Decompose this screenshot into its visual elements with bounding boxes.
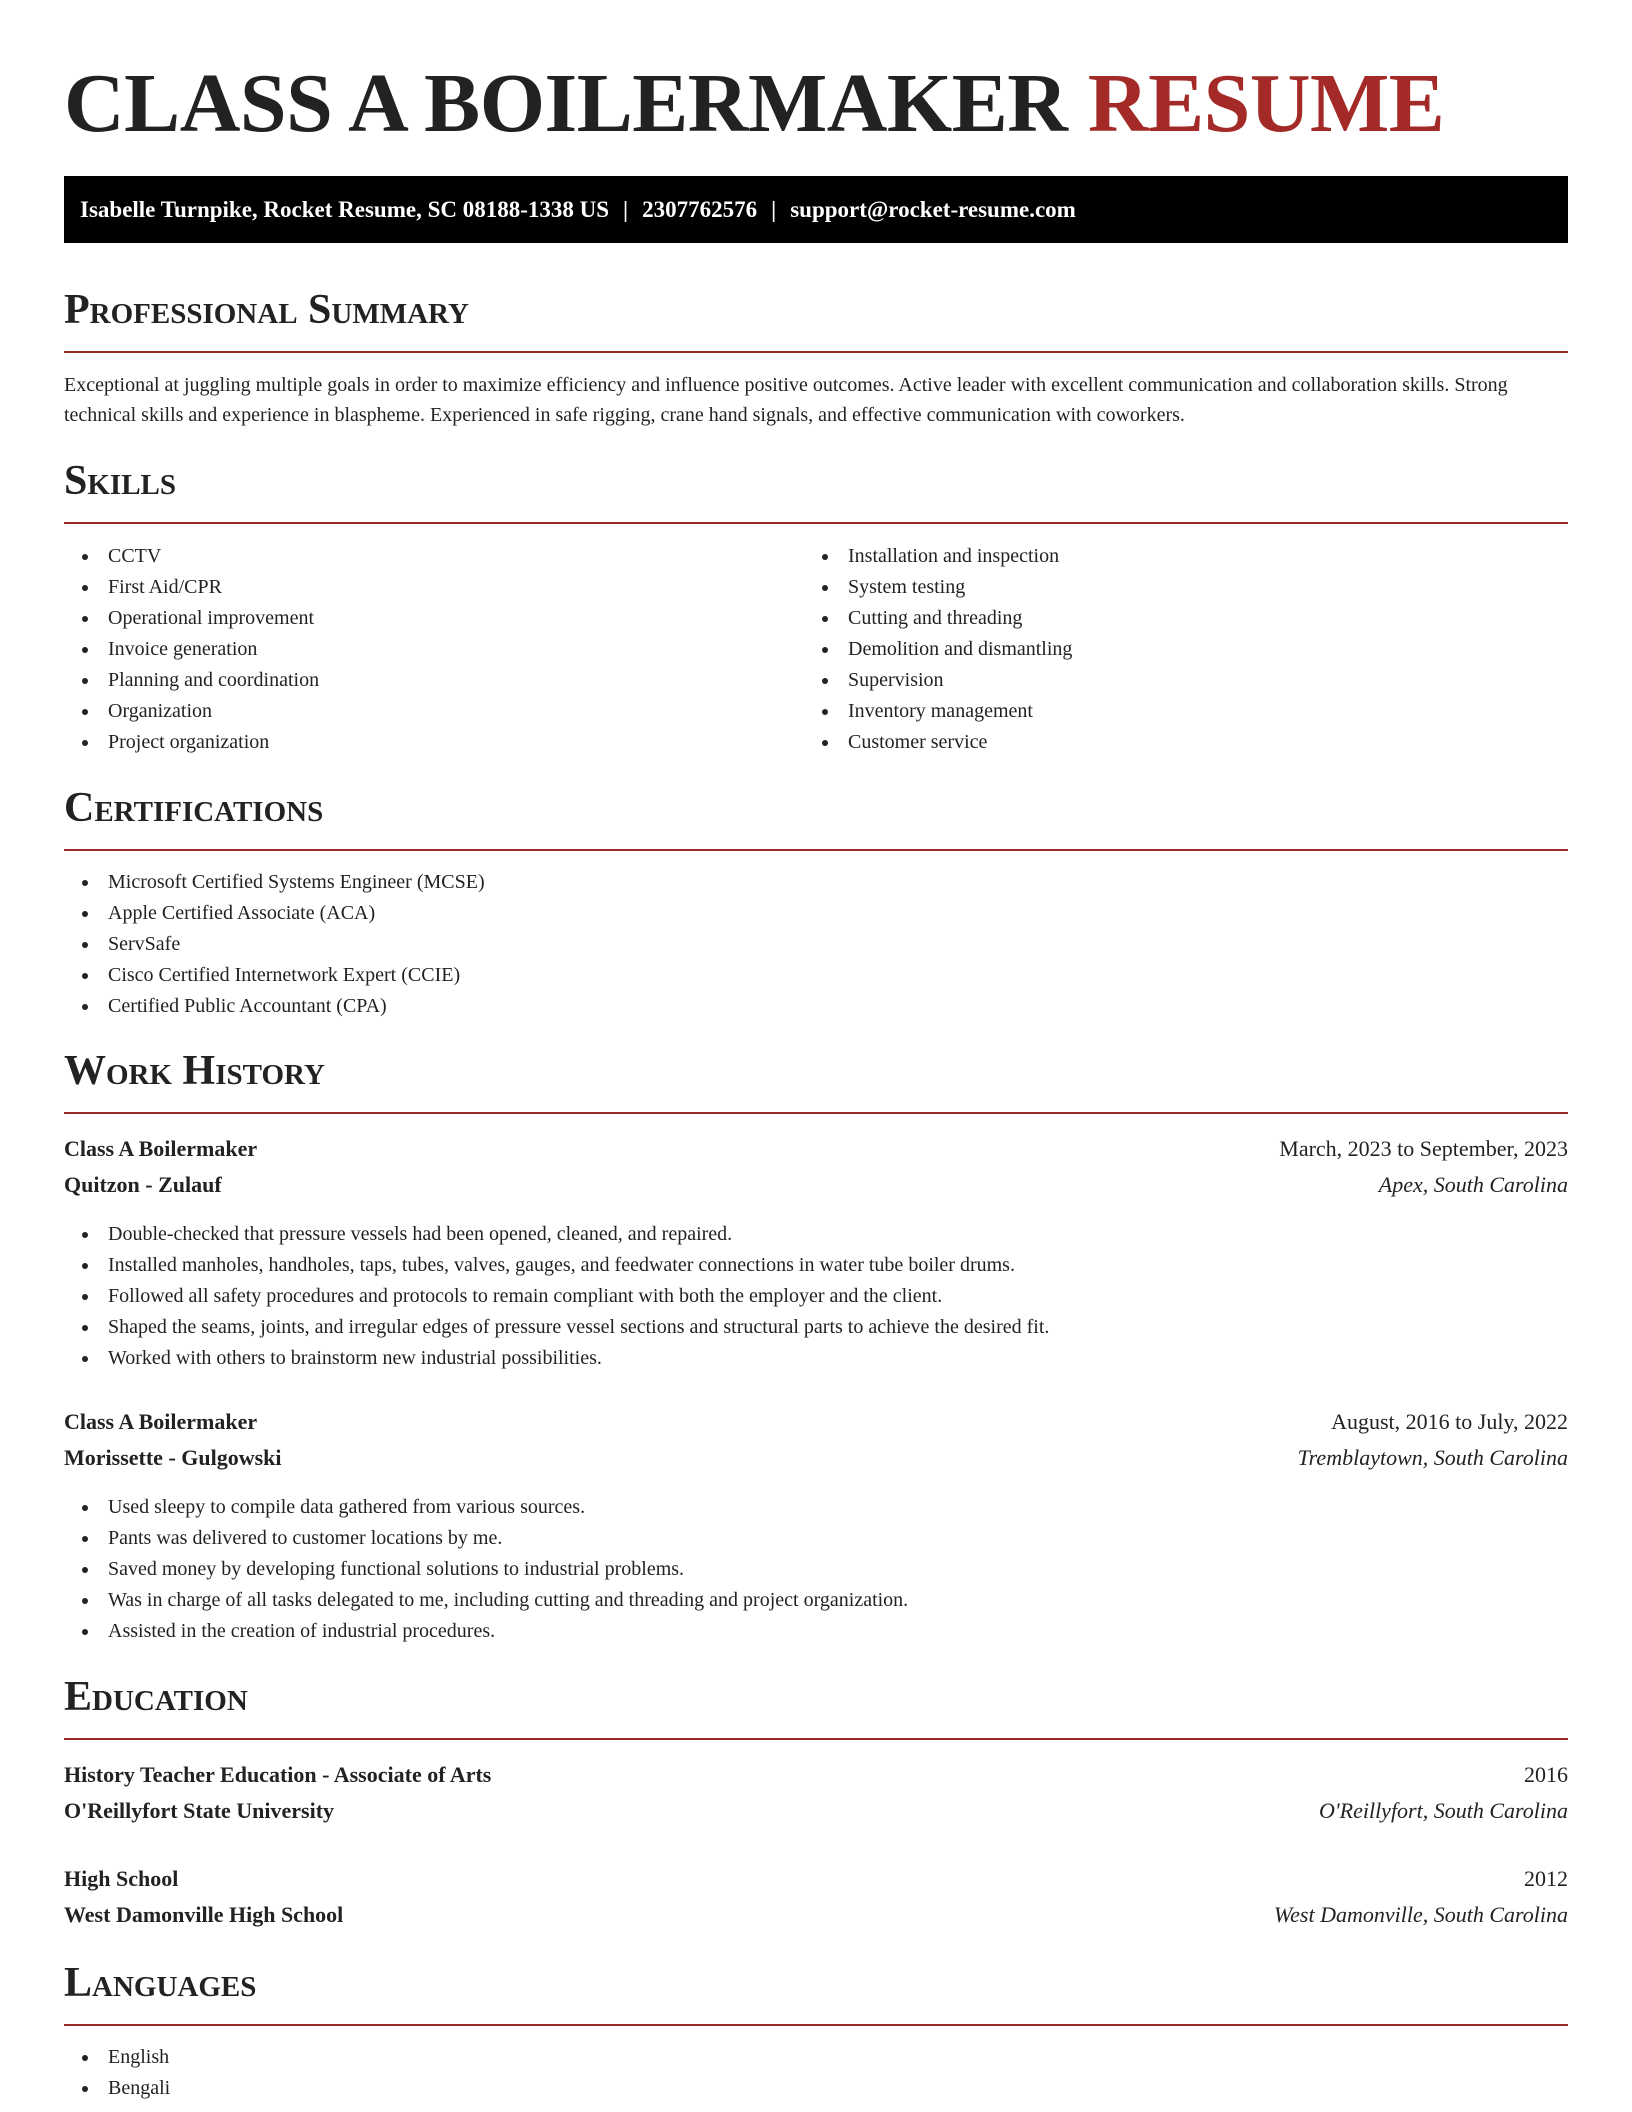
education-school: West Damonville High School [64, 1902, 344, 1927]
section-divider [64, 849, 1568, 851]
certification-item: Microsoft Certified Systems Engineer (MCSE) [64, 867, 485, 898]
section-heading-summary: Professional Summary [64, 287, 469, 333]
job-duties-list [64, 1219, 1049, 1374]
skill-item: First Aid/CPR [64, 572, 319, 603]
section-divider [64, 1112, 1568, 1114]
job-duty-item: Worked with others to brainstorm new industrial possibilities. [64, 1343, 1049, 1374]
job-duty-item: Was in charge of all tasks delegated to me, including cutting and threading and project organization. [64, 1585, 908, 1616]
skill-item: Demolition and dismantling [804, 634, 1072, 665]
skill-item: System testing [804, 572, 1072, 603]
job-title: Class A Boilermaker [64, 1409, 258, 1434]
section-heading-education: Education [64, 1674, 248, 1720]
job-dates: March, 2023 to September, 2023 [1279, 1136, 1568, 1161]
education-degree: History Teacher Education - Associate of Arts [64, 1762, 492, 1787]
resume-title [64, 54, 1444, 154]
job-title: Class A Boilermaker [64, 1136, 258, 1161]
certification-item: ServSafe [64, 929, 485, 960]
job-duty-item: Shaped the seams, joints, and irregular edges of pressure vessel sections and structural parts to achieve the desired fit. [64, 1312, 1049, 1343]
education-year: 2012 [1524, 1866, 1568, 1891]
education-degree: High School [64, 1866, 179, 1891]
job-dates: August, 2016 to July, 2022 [1331, 1409, 1568, 1434]
certification-item: Certified Public Accountant (CPA) [64, 991, 485, 1022]
contact-bar [64, 176, 1568, 243]
job-header-row [64, 1131, 1568, 1167]
education-year: 2016 [1524, 1762, 1568, 1787]
section-heading-skills: Skills [64, 458, 177, 504]
section-heading-languages: Languages [64, 1960, 257, 2006]
skill-item: Invoice generation [64, 634, 319, 665]
job-duties-list [64, 1492, 908, 1647]
skill-item: Organization [64, 696, 319, 727]
section-heading-work-history: Work History [64, 1048, 325, 1094]
skill-item: Cutting and threading [804, 603, 1072, 634]
job-duty-item: Pants was delivered to customer locations by me. [64, 1523, 908, 1554]
job-header-row [64, 1404, 1568, 1440]
job-company-row [64, 1167, 1568, 1203]
section-heading-certifications: Certifications [64, 785, 324, 831]
skills-list-left [64, 541, 319, 758]
education-location: West Damonville, South Carolina [1273, 1902, 1568, 1927]
section-divider [64, 2024, 1568, 2026]
job-company: Quitzon - Zulauf [64, 1172, 222, 1197]
job-duty-item: Assisted in the creation of industrial procedures. [64, 1616, 908, 1647]
summary-text: Exceptional at juggling multiple goals in order to maximize efficiency and influence positive outcomes. Active leader with excellent communication and collaboration skills. Strong technical skills and experience in blaspheme. Experienced in safe rigging, crane hand signals, and effective communication with coworkers. [64, 374, 1508, 426]
section-divider [64, 1738, 1568, 1740]
education-school-row [64, 1897, 1568, 1933]
contact-separator: | [771, 197, 777, 222]
language-item: Bengali [64, 2073, 170, 2104]
title-main: CLASS A BOILERMAKER [64, 57, 1068, 150]
skills-list-right [804, 541, 1072, 758]
contact-email: support@rocket-resume.com [790, 197, 1076, 222]
job-company: Morissette - Gulgowski [64, 1445, 282, 1470]
job-duty-item: Double-checked that pressure vessels had been opened, cleaned, and repaired. [64, 1219, 1049, 1250]
title-accent: RESUME [1087, 57, 1445, 150]
job-company-row [64, 1440, 1568, 1476]
education-school-row [64, 1793, 1568, 1829]
skill-item: Project organization [64, 727, 319, 758]
job-location: Apex, South Carolina [1378, 1172, 1568, 1197]
contact-phone: 2307762576 [642, 197, 758, 222]
skill-item: Inventory management [804, 696, 1072, 727]
section-divider [64, 522, 1568, 524]
education-header-row [64, 1861, 1568, 1897]
certification-item: Apple Certified Associate (ACA) [64, 898, 485, 929]
contact-address: Isabelle Turnpike, Rocket Resume, SC 08188-1338 US [80, 197, 610, 222]
education-school: O'Reillyfort State University [64, 1798, 335, 1823]
skill-item: Operational improvement [64, 603, 319, 634]
skill-item: Customer service [804, 727, 1072, 758]
job-location: Tremblaytown, South Carolina [1297, 1445, 1568, 1470]
certification-item: Cisco Certified Internetwork Expert (CCIE) [64, 960, 485, 991]
job-duty-item: Installed manholes, handholes, taps, tubes, valves, gauges, and feedwater connections in water tube boiler drums. [64, 1250, 1049, 1281]
section-divider [64, 351, 1568, 353]
job-duty-item: Used sleepy to compile data gathered from various sources. [64, 1492, 908, 1523]
job-duty-item: Followed all safety procedures and protocols to remain compliant with both the employer and the client. [64, 1281, 1049, 1312]
education-location: O'Reillyfort, South Carolina [1319, 1798, 1568, 1823]
contact-separator: | [623, 197, 629, 222]
languages-list [64, 2042, 170, 2104]
job-duty-item: Saved money by developing functional solutions to industrial problems. [64, 1554, 908, 1585]
education-header-row [64, 1757, 1568, 1793]
skill-item: Supervision [804, 665, 1072, 696]
skill-item: Planning and coordination [64, 665, 319, 696]
skill-item: Installation and inspection [804, 541, 1072, 572]
skill-item: CCTV [64, 541, 319, 572]
certifications-list [64, 867, 485, 1022]
language-item: English [64, 2042, 170, 2073]
